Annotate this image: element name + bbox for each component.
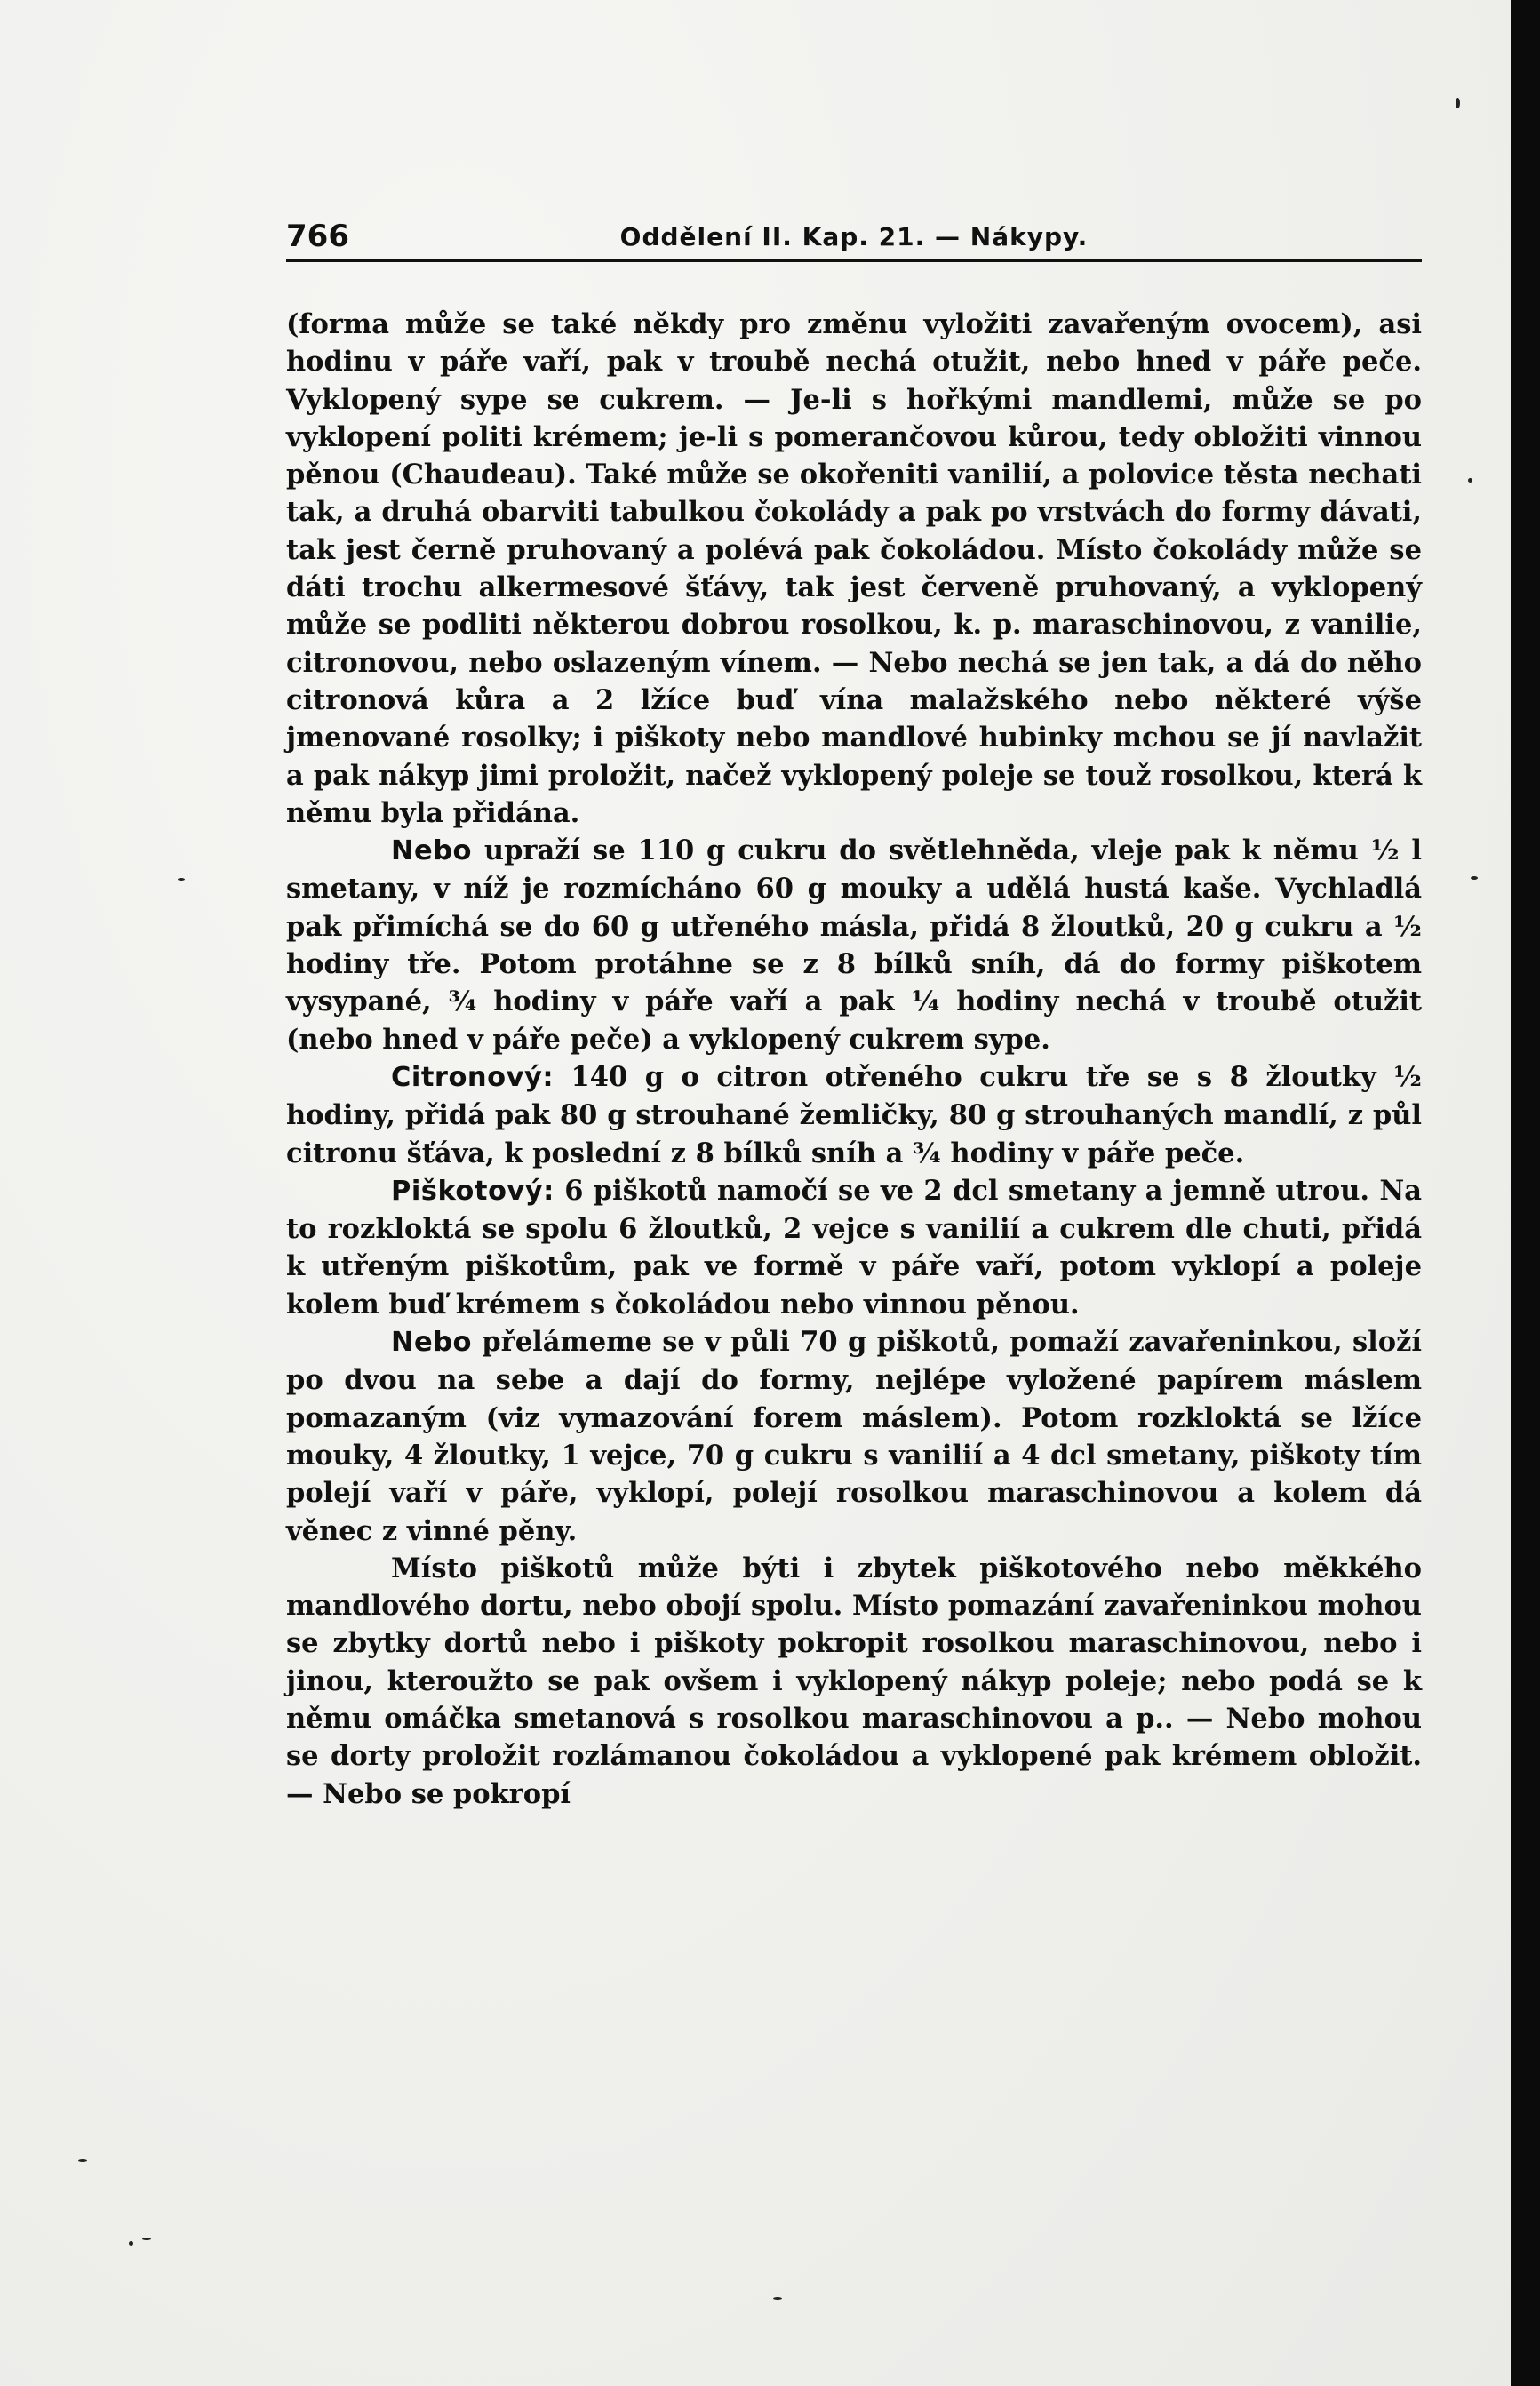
- paragraph-text: 140 g o citron otřeného cukru tře se s 8 žloutky ½ hodiny, přidá pak 80 g strouhané žemličky, 80 g strouhaných mandlí, z půl citronu šťáva, k poslední z 8 bílků sníh a ¾ hodiny v páře peče.: [286, 1060, 1422, 1169]
- paragraph-lead-in: Piškotový:: [391, 1175, 555, 1207]
- page-header: [286, 219, 1422, 262]
- paragraph-misto-piskotu: [286, 1550, 1422, 1813]
- scan-speck: [142, 2238, 151, 2240]
- paragraph-lead-in: Nebo: [391, 835, 472, 867]
- paragraph-text: upraží se 110 g cukru do světlehněda, vleje pak k němu ½ l smetany, v níž je rozmícháno 60 g mouky a udělá hustá kaše. Vychladlá pak přimíchá se do 60 g utřeného másla, přidá 8 žloutků, 20 g cukru a ½ hodiny tře. Potom protáhne se z 8 bílků sníh, dá do formy piškotem vysypané, ¾ hodiny v páře vaří a pak ¼ hodiny nechá v troubě otužit (nebo hned v páře peče) a vyklopený cukrem sype.: [286, 834, 1422, 1056]
- scan-speck: [1471, 876, 1478, 880]
- paragraph-text: Místo piškotů může býti i zbytek piškotového nebo měkkého mandlového dortu, nebo obojí spolu. Místo pomazání zavařeninkou mohou se zbytky dortů nebo i piškoty pokropit rosolkou maraschinovou, nebo i jinou, kteroužto se pak ovšem i vyklopený nákyp poleje; nebo podá se k němu omáčka smetanová s rosolkou maraschinovou a p.. — Nebo mohou se dorty proložit rozlámanou čokoládou a vyklopené pak krémem obložit. — Nebo se pokropí: [286, 1552, 1422, 1810]
- scan-speck: [129, 2241, 133, 2246]
- running-title: Oddělení II. Kap. 21. — Nákypy.: [619, 222, 1089, 251]
- paragraph-lead-in: Nebo: [391, 1327, 472, 1359]
- scan-speck: [178, 878, 185, 881]
- scan-speck: [1468, 478, 1472, 483]
- paragraph-continuation: [286, 306, 1422, 832]
- paragraph-nebo-2: [286, 1323, 1422, 1550]
- paragraph-citronovy: [286, 1058, 1422, 1172]
- paragraph-nebo-1: [286, 832, 1422, 1058]
- page-number: 766: [286, 219, 349, 254]
- scan-speck: [1456, 98, 1460, 108]
- body-text: [286, 306, 1422, 1813]
- paragraph-text: přelámeme se v půli 70 g piškotů, pomaží zavařeninkou, složí po dvou na sebe a dají do formy, nejlépe vyložené papírem máslem pomazaným (viz vymazování forem máslem). Potom rozkloktá se lžíce mouky, 4 žloutky, 1 vejce, 70 g cukru s vanilií a 4 dcl smetany, piškoty tím polejí vaří v páře, vyklopí, polejí rosolkou maraschinovou a kolem dá věnec z vinné pěny.: [286, 1326, 1422, 1547]
- scan-speck: [78, 2159, 87, 2162]
- paragraph-text: (forma může se také někdy pro změnu vyložiti zavařeným ovocem), asi hodinu v páře vaří, pak v troubě nechá otužit, nebo hned v páře peče. Vyklopený sype se cukrem. — Je-li s hořkými mandlemi, může se po vyklopení politi krémem; je-li s pomerančovou kůrou, tedy obložiti vinnou pěnou (Chaudeau). Také může se okořeniti vanilií, a polovice těsta nechati tak, a druhá obarviti tabulkou čokolády a pak po vrstvách do formy dávati, tak jest černě pruhovaný a polévá pak čokoládou. Místo čokolády může se dáti trochu alkermesové šťávy, tak jest červeně pruhovaný, a vyklopený může se podliti některou dobrou rosolkou, k. p. maraschinovou, z vanilie, citronovou, nebo oslazeným vínem. — Nebo nechá se jen tak, a dá do něho citronová kůra a 2 lžíce buď vína malažského nebo některé výše jmenované rosolky; i piškoty nebo mandlové hubinky mchou se jí navlažit a pak nákyp jimi proložit, načež vyklopený poleje se touž rosolkou, která k němu byla přidána.: [286, 308, 1422, 829]
- paragraph-lead-in: Citronový:: [391, 1061, 555, 1093]
- paragraph-text: 6 piškotů namočí se ve 2 dcl smetany a jemně utrou. Na to rozkloktá se spolu 6 žloutků, 2 vejce s vanilií a cukrem dle chuti, přidá k utřeným piškotům, pak ve formě v páře vaří, potom vyklopí a poleje kolem buď krémem s čokoládou nebo vinnou pěnou.: [286, 1174, 1422, 1321]
- paragraph-piskotovy: [286, 1172, 1422, 1323]
- scan-speck: [773, 2297, 782, 2300]
